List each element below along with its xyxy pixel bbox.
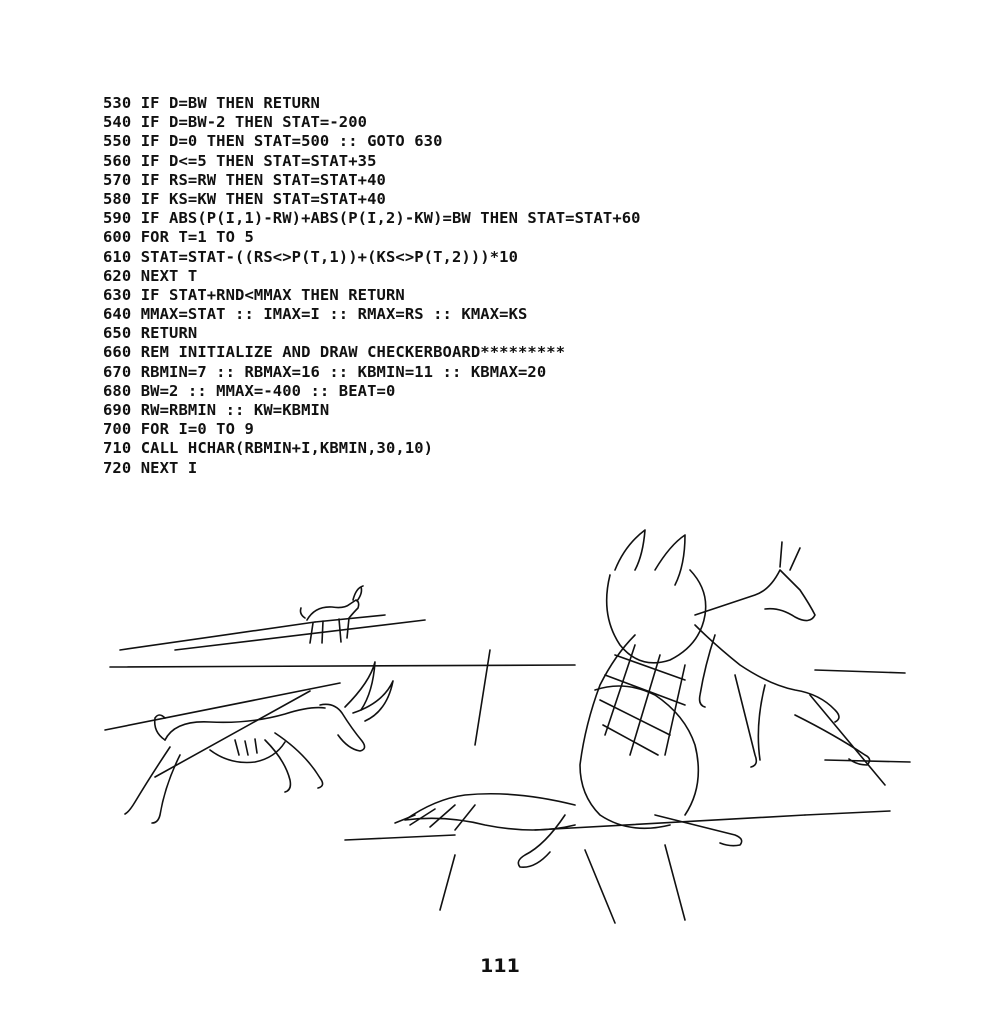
code-line: 530 IF D=BW THEN RETURN [103,94,320,112]
fox-and-goats-illustration [95,515,915,935]
code-line: 640 MMAX=STAT :: IMAX=I :: RMAX=RS :: KMAX=KS [103,305,528,324]
code-line: 540 IF D=BW-2 THEN STAT=-200 [103,113,368,132]
fox-with-goat [395,530,870,867]
code-line: 550 IF D=0 THEN STAT=500 :: GOTO 630 [103,132,443,151]
code-line: 670 RBMIN=7 :: RBMAX=16 :: KBMIN=11 :: KBMAX=20 [103,362,547,381]
checkerboard-floor [105,615,910,923]
code-line: 690 RW=RBMIN :: KW=KBMIN [103,401,330,419]
code-line: 590 IF ABS(P(I,1)-RW)+ABS(P(I,2)-KW)=BW THEN STAT=STAT+60 [103,209,641,228]
code-line: 650 RETURN [103,324,198,343]
code-line: 610 STAT=STAT-((RS<>P(T,1))+(KS<>P(T,2)))*10 [103,247,518,266]
code-line: 720 NEXT I [103,458,198,477]
code-line: 580 IF KS=KW THEN STAT=STAT+40 [103,189,386,208]
code-line: 700 FOR I=0 TO 9 [103,420,254,439]
basic-code-listing [103,94,641,478]
code-line: 620 NEXT T [103,266,198,285]
code-line: 660 REM INITIALIZE AND DRAW CHECKERBOARD********* [103,343,566,362]
code-line: 710 CALL HCHAR(RBMIN+I,KBMIN,30,10) [103,439,434,458]
code-line: 560 IF D<=5 THEN STAT=STAT+35 [103,151,377,170]
code-line: 630 IF STAT+RND<MMAX THEN RETURN [103,285,405,304]
code-line: 600 FOR T=1 TO 5 [103,228,254,247]
running-goat [125,662,393,823]
code-line: 680 BW=2 :: MMAX=-400 :: BEAT=0 [103,381,396,400]
page-number: 111 [480,955,520,977]
code-line: 570 IF RS=RW THEN STAT=STAT+40 [103,170,386,189]
